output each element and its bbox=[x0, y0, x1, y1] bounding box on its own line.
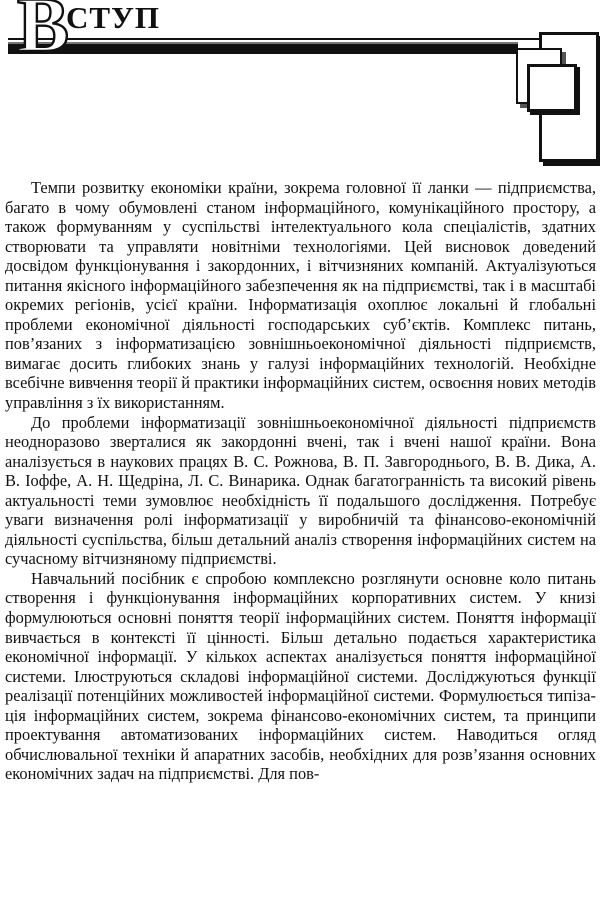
heading-rule-thin bbox=[8, 38, 593, 40]
heading-title: СТУП bbox=[66, 0, 160, 35]
body-text bbox=[5, 178, 596, 784]
heading-rule-thick bbox=[8, 44, 518, 54]
paragraph-2: До проблеми інформатизації зовнішньоекономічної діяльності підприємств неодноразово зверталися як закордонні вчені, так і вчені нашої країни. Вона аналізується в наукових працях В. С. Рожнова, В. П. Завгороднього, В. В. Дика, А. В. Іоффе, А. Н. Щедріна, Л. С. Винарика. Однак багатогранність та високий рівень актуальності теми зумовлює необхідність її подальшого дослідження. Потребує уваги визначення ролі інформатизації у виробничій та фінансово-економічній діяльності суспільства, більш детальний аналіз створення інформаційних систем на сучасному вітчизняному підприємстві. bbox=[5, 412, 596, 569]
paragraph-1: Темпи розвитку економіки країни, зокрема головної її ланки — підприємства, багато в чому обумовлені станом інформаційного, комунікаційного простору, а також формуванням у суспільстві інтелектуального кола спеціалістів, здатних створювати та управляти новітніми технологіями. Цей висновок доведений досвідом функціонування і закордонних, і вітчизняних компаній. Актуалізуються питання якісного інформаційного забезпечення як на підприємстві, так і в масштабі окремих регіонів, усієї країни. Інформатизація охоплює локальні й глобальні проблеми економічної діяльності господарських суб’єктів. Комплекс питань, пов’язаних з інформатизацією зовнішньоекономічної діяльності підприємств, вимагає досить глибоких знань у галузі інформаційних технологій. Необхідне всебічне вивчення теорії й практики інформаційних систем, освоєння нових методів управління з їх використанням. bbox=[5, 178, 596, 413]
paragraph-3: Навчальний посібник є спробою комплексно розглянути основне коло питань створення і функціонування інформаційних корпоративних систем. У книзі формулюються основні поняття теорії інформаційних систем. Поняття інформації вивчається в контексті її цінності. Більш детально подається характеристика економічної інформації. У кількох аспектах аналізується поняття інформаційної системи. Ілюструються складові інформаційної системи. Досліджуються функції реалізації потенційних можливостей інформаційної системи. Формулюється типізація інформаційних систем, зокрема фінансово-економічних систем, та принципи проектування автоматизованих інформаційних систем. Наводиться огляд обчислювальної техніки й апаратних засобів, необхідних для розв’язання основних економічних задач на підприємстві. Для пов- bbox=[5, 568, 596, 784]
heading-initial-letter: В bbox=[17, 0, 69, 68]
section-heading bbox=[0, 0, 600, 170]
decorative-frame-inner bbox=[527, 64, 577, 112]
